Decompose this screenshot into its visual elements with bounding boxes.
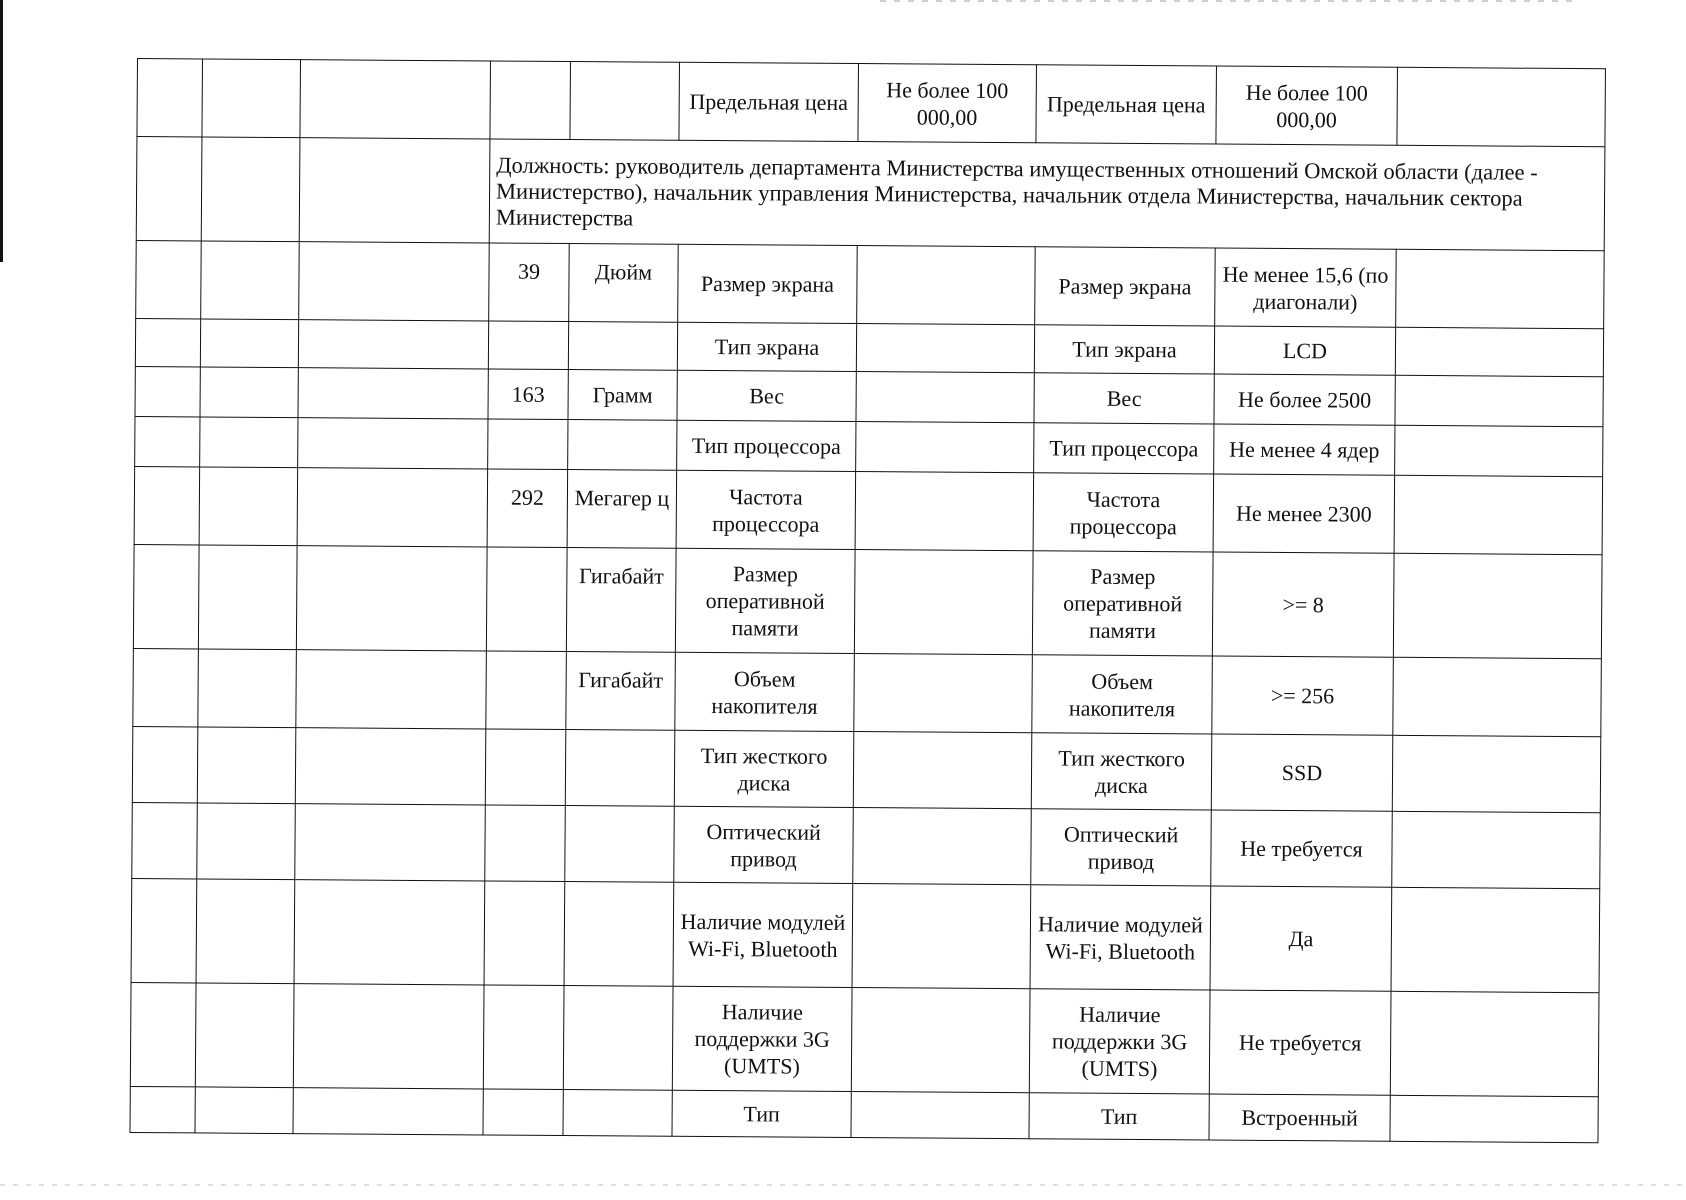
value-cell: Не требуется [1211, 810, 1393, 887]
table-row [131, 878, 1600, 992]
table-cell [133, 544, 199, 648]
characteristic-cell: Тип процессора [677, 420, 856, 471]
characteristic-cell: Тип [672, 1090, 851, 1137]
table-cell [1394, 475, 1603, 554]
characteristic-cell: Вес [677, 370, 856, 421]
unit-cell [568, 420, 677, 471]
table-cell [856, 324, 1034, 373]
table-cell [296, 650, 487, 729]
table-cell [198, 545, 297, 650]
position-description: Должность: руководитель департамента Министерства имущественных отношений Омской области (далее - Министерство), начальник управления Министерства, начальник отдела Министерства, начальник сектора Министерства [489, 139, 1605, 251]
characteristic-cell-2: Объем накопителя [1032, 655, 1213, 734]
characteristic-cell-2: Тип [1029, 1093, 1209, 1140]
characteristic-cell-2: Наличие модулей Wi-Fi, Bluetooth [1030, 885, 1211, 990]
table-cell [135, 318, 200, 366]
table-cell [851, 988, 1030, 1093]
value-cell: LCD [1214, 326, 1395, 375]
unit-cell: Грамм [568, 370, 677, 421]
table-row [136, 137, 1605, 251]
unit-cell [565, 806, 675, 883]
table-cell [570, 62, 680, 141]
code-cell [488, 321, 568, 370]
table-cell [298, 368, 488, 419]
table-cell [199, 467, 298, 546]
table-cell [197, 803, 296, 880]
table-cell [296, 546, 487, 651]
table-cell [132, 726, 198, 802]
value-cell: Да [1210, 886, 1392, 991]
value-cell: >= 256 [1212, 656, 1394, 735]
code-cell [486, 651, 567, 730]
code-cell [483, 1089, 563, 1136]
table-cell [135, 416, 200, 466]
table-cell [1392, 735, 1601, 812]
table-cell [201, 241, 300, 320]
unit-cell [565, 730, 675, 807]
table-cell [853, 732, 1032, 809]
table-cell [200, 417, 298, 468]
code-cell: 292 [487, 469, 568, 548]
table-row [133, 544, 1602, 658]
table-cell [1395, 425, 1603, 476]
characteristic-cell: Наличие модулей Wi-Fi, Bluetooth [673, 882, 853, 987]
price-value-right: Не более 100 000,00 [1216, 66, 1398, 145]
table-cell [200, 367, 298, 418]
table-cell [295, 728, 486, 805]
table-cell [853, 808, 1032, 885]
value-cell: Не менее 15,6 (по диагонали) [1215, 248, 1397, 327]
characteristic-cell-2: Размер оперативной памяти [1032, 551, 1213, 656]
table-cell [857, 246, 1036, 325]
code-cell [486, 547, 567, 652]
value-cell: Не менее 2300 [1213, 474, 1395, 553]
characteristic-cell: Частота процессора [676, 470, 856, 549]
code-cell [485, 805, 566, 882]
table-cell [294, 880, 485, 985]
characteristic-cell: Наличие поддержки 3G (UMTS) [672, 986, 852, 1091]
characteristic-cell: Тип жесткого диска [674, 730, 854, 807]
value-cell: Не более 2500 [1214, 374, 1395, 425]
table-cell [201, 137, 300, 242]
unit-cell [563, 986, 673, 1091]
table-cell [137, 59, 203, 137]
table-cell [293, 1088, 483, 1135]
table-cell [130, 982, 196, 1086]
code-cell [483, 985, 564, 1090]
characteristic-cell-2: Тип жесткого диска [1031, 733, 1212, 810]
unit-cell: Гигабайт [566, 652, 676, 731]
table-cell [198, 649, 297, 728]
table-cell [854, 654, 1033, 733]
characteristic-cell-2: Тип процессора [1034, 423, 1214, 474]
price-label-left: Предельная цена [679, 62, 859, 141]
table-cell [202, 59, 301, 138]
requirements-table [129, 58, 1605, 1143]
unit-cell [563, 1090, 672, 1137]
characteristic-cell: Тип экрана [677, 322, 856, 371]
table-cell [195, 983, 294, 1088]
table-cell [1393, 657, 1602, 736]
value-cell: Не менее 4 ядер [1214, 424, 1395, 475]
table-cell [131, 878, 197, 982]
table-cell [136, 137, 202, 241]
table-cell [133, 648, 199, 726]
table-cell [195, 1087, 293, 1134]
table-cell [297, 468, 488, 547]
table-cell [135, 366, 200, 416]
table-cell [300, 60, 491, 139]
table-cell [197, 727, 296, 804]
characteristic-cell-2: Наличие поддержки 3G (UMTS) [1029, 989, 1210, 1094]
table-cell [1397, 67, 1606, 146]
characteristic-cell-2: Тип экрана [1034, 325, 1214, 374]
table-cell [1395, 327, 1603, 376]
table-row [133, 648, 1602, 736]
table-cell [854, 550, 1033, 655]
table-cell [1395, 375, 1603, 426]
table-cell [852, 884, 1031, 989]
unit-cell [568, 322, 677, 371]
table-cell [490, 61, 571, 140]
table-row [134, 466, 1603, 554]
unit-cell [564, 882, 674, 987]
table-cell [856, 372, 1034, 423]
value-cell: Встроенный [1209, 1094, 1390, 1141]
table-cell [298, 320, 488, 369]
table-row [132, 726, 1600, 812]
table-cell [295, 804, 486, 881]
value-cell: SSD [1211, 734, 1393, 811]
unit-cell: Гигабайт [566, 548, 676, 653]
value-cell: >= 8 [1212, 552, 1394, 657]
table-cell [855, 472, 1034, 551]
table-cell [298, 418, 488, 469]
table-cell [196, 879, 295, 984]
table-cell [1390, 991, 1599, 1096]
code-cell: 163 [488, 369, 568, 420]
table-cell [136, 240, 202, 318]
table-cell [856, 422, 1034, 473]
table-row [130, 982, 1599, 1096]
code-cell: 39 [489, 243, 570, 322]
scan-noise-top [880, 0, 1580, 2]
table-cell [851, 1092, 1029, 1139]
price-value-left: Не более 100 000,00 [858, 64, 1037, 143]
price-label-right: Предельная цена [1036, 65, 1217, 144]
scan-noise-bottom [0, 1184, 1686, 1186]
table-cell [299, 242, 490, 321]
table-cell [293, 984, 484, 1089]
code-cell [484, 881, 565, 986]
unit-cell: Мегагер ц [567, 470, 677, 549]
characteristic-cell-2: Размер экрана [1035, 247, 1216, 326]
table-cell [132, 802, 198, 878]
characteristic-cell: Объем накопителя [675, 652, 855, 731]
table-cell [1390, 1095, 1598, 1142]
value-cell: Не требуется [1209, 990, 1391, 1095]
unit-cell: Дюйм [569, 244, 679, 323]
characteristic-cell: Размер экрана [678, 244, 858, 323]
table-row [132, 802, 1600, 888]
characteristic-cell: Оптический привод [674, 806, 854, 883]
table-cell [200, 319, 298, 368]
table-row [137, 59, 1606, 147]
table-row [136, 240, 1605, 328]
scan-edge-mark [0, 0, 3, 262]
characteristic-cell-2: Оптический привод [1031, 809, 1212, 886]
table-cell [299, 138, 490, 243]
code-cell [488, 419, 568, 470]
characteristic-cell-2: Частота процессора [1033, 473, 1214, 552]
table-row [130, 1086, 1598, 1142]
table-cell [1396, 249, 1605, 328]
table-cell [1392, 811, 1601, 888]
characteristic-cell-2: Вес [1034, 373, 1214, 424]
table-cell [134, 466, 200, 544]
table-cell [1393, 553, 1602, 658]
characteristic-cell: Размер оперативной памяти [675, 548, 855, 653]
code-cell [485, 729, 566, 806]
table-cell [130, 1086, 195, 1132]
table-cell [1391, 887, 1600, 992]
